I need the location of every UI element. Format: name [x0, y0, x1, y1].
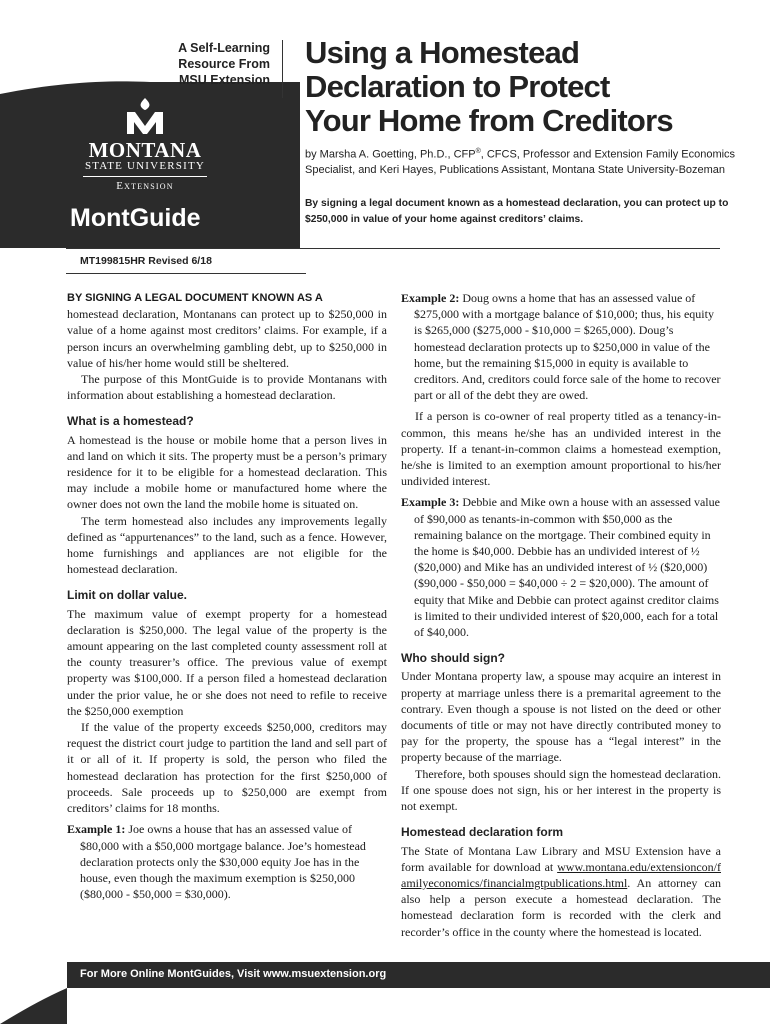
download-link[interactable]: www.montana.edu/extensioncon/familyeconomics/financialmgtpublications.html	[401, 859, 721, 890]
author-byline: by Marsha A. Goetting, Ph.D., CFP®, CFCS, Professor and Extension Family Economics Specialist, and Keri Hayes, Publications Assistant, Montana State University-Bozeman	[305, 148, 736, 177]
example-1: Example 1: Joe owns a house that has an assessed value of $80,000 with a $50,000 mortgage balance. Joe’s homestead declaration protects only the $30,000 equity Joe has in the house, even though the maximum exemption is $250,000 ($80,000 - $50,000 = $30,000).	[67, 822, 366, 902]
paragraph: If a person is co-owner of real property titled as a tenancy-in-common, this means he/she has an undivided interest in the property. If a tenant-in-common claims a homestead exemption, he/she is limited to an exemption amount proportional to his/her undivided interest.	[401, 409, 721, 489]
summary: By signing a legal document known as a homestead declaration, you can protect up to $250,000 in value of your home against creditors’ claims.	[305, 198, 729, 225]
paragraph: If the value of the property exceeds $250,000, creditors may request the district court judge to partition the land and sell part of it or all of it. If property is sold, the person who filed the homestead declaration has protection for the first $250,000 of proceeds. Sale proceeds up to $250,000 are exempt from creditors’ claims for 18 months.	[67, 720, 387, 816]
msu-logo: MONTANA STATE UNIVERSITY Extension	[70, 96, 220, 192]
lead-in: BY SIGNING A LEGAL DOCUMENT KNOWN AS A	[67, 292, 323, 304]
pubnum-rule	[66, 273, 306, 274]
purpose-paragraph: The purpose of this MontGuide is to provide Montanans with information about establishing a homestead declaration.	[67, 372, 387, 403]
heading-who-should-sign: Who should sign?	[401, 651, 505, 666]
paragraph: The term homestead also includes any improvements legally defined as “appurtenances” to the land, such as a fence. However, home furnishings and appliances are not eligible for the homestead declaration.	[67, 513, 387, 577]
heading-declaration-form: Homestead declaration form	[401, 825, 564, 840]
heading-what-is-homestead: What is a homestead?	[67, 414, 194, 429]
footer-bar	[67, 962, 770, 988]
right-column	[401, 290, 721, 940]
paragraph: A homestead is the house or mobile home that a person lives in and land on which it sits. The property must be a person’s primary residence for it to be eligible for a homestead declaration. This may include a mobile home or manufactured home where the owner does not own the land the mobile home is situated on.	[67, 432, 387, 512]
brand-montguide: MontGuide	[70, 204, 201, 232]
header-rule	[66, 248, 720, 249]
msu-m-mark-icon	[123, 96, 167, 136]
footer-text[interactable]: For More Online MontGuides, Visit www.msuextension.org	[80, 968, 387, 980]
heading-limit: Limit on dollar value.	[67, 588, 188, 603]
publication-number: MT199815HR Revised 6/18	[80, 255, 212, 267]
header-divider	[282, 40, 283, 98]
left-column	[67, 290, 387, 902]
resource-label: A Self-Learning Resource From MSU Extension	[178, 41, 270, 87]
paragraph: The State of Montana Law Library and MSU Extension have a form available for download at www.montana.edu/extensioncon/familyeconomics/financialmgtpublications.html. An attorney can also help a person execute a homestead declaration. The homestead declaration form is recorded with the clerk and recorder’s office in the county where the homestead is located.	[401, 843, 721, 939]
example-3: Example 3: Debbie and Mike own a house with an assessed value of $90,000 as tenants-in-common with $50,000 as the remaining balance on the mortgage. Their combined equity in the home is $40,000. Debbie has an undivided interest of ½ ($20,000) and Mike has an undivided interest of ½ ($20,000) ($90,000 - $50,000 = $40,000 ÷ 2 = $20,000). The amount of equity that Mike and Debbie can protect against creditor claims is limited to their undivided interest of $20,000, each for a total of $40,000.	[401, 495, 720, 640]
page-title: Using a Homestead Declaration to Protect Your Home from Creditors	[305, 35, 673, 138]
example-2: Example 2: Doug owns a home that has an assessed value of $275,000 with a mortgage balance of $10,000; thus, his equity is $265,000 ($275,000 - $10,000 = $265,000). Doug’s homestead declaration protects up to $250,000 in value of the home, but the remaining $15,000 in equity is available to creditors. And, creditors could force sale of the home to recover part or all of the debt they are owed.	[401, 291, 721, 403]
paragraph: The maximum value of exempt property for a homestead declaration is $250,000. The legal value of the property is the amount appearing on the last completed county assessment roll at the county treasurer’s office. The previous value of exempt property was $100,000. If a person filed a homestead declaration under the prior value, he or she does not need to refile to receive the $250,000 exemption	[67, 606, 387, 718]
intro-paragraph: homestead declaration, Montanans can protect up to $250,000 in value of a home against most creditors’ claims. For example, if a person incurs an overwhelming gambling debt, up to $250,000 in value of his/her home would still be sheltered.	[67, 307, 387, 370]
paragraph: Under Montana property law, a spouse may acquire an interest in property at marriage unless there is a premarital agreement to the contrary. Even though a spouse is not listed on the deed or other documents of title or may not have directly contributed money to pay for the property, the spouse has a “legal interest” in the property because of the marriage.	[401, 669, 721, 765]
paragraph: Therefore, both spouses should sign the homestead declaration. If one spouse does not sign, his or her interest in the property is not exempt.	[401, 766, 721, 814]
